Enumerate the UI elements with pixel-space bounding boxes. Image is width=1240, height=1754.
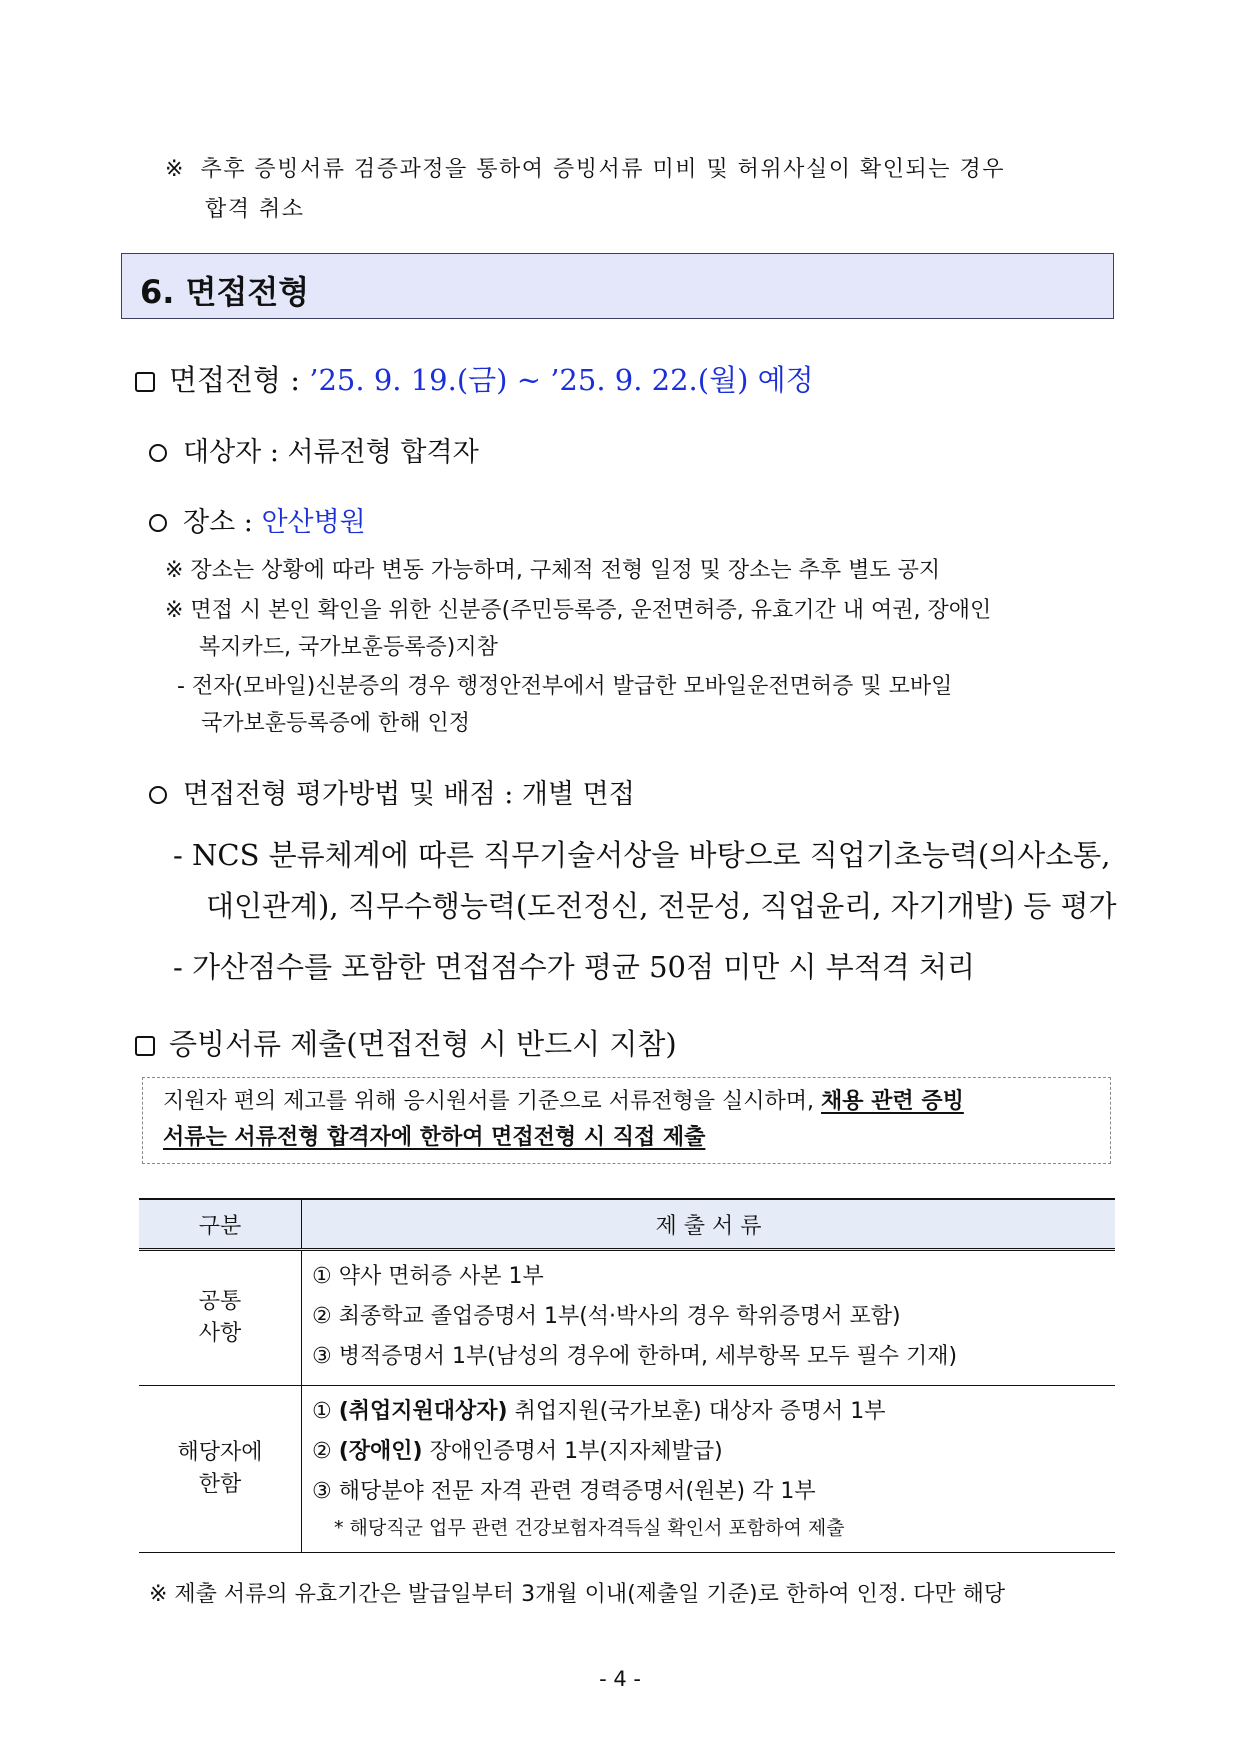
table-category-common [139,1250,302,1386]
documents-note-underlined-1: 채용 관련 증빙 [821,1089,964,1114]
documents-note-text [163,1084,1103,1156]
category-label-line2: 한함 [198,1472,242,1497]
top-note-line1 [165,150,1125,190]
interview-schedule [135,358,814,399]
category-label-line1: 해당자에 [177,1440,263,1465]
method-bullet-1-line2: 대인관계), 직무수행능력(도전정신, 전문성, 직업윤리, 자기개발) 등 평가 [206,889,1117,923]
method-line [149,772,635,811]
list-item: ② 최종학교 졸업증명서 1부(석·박사의 경우 학위증명서 포함) [312,1304,901,1329]
method-bullet-2: - 가산점수를 포함한 면접점수가 평균 50점 미만 시 부적격 처리 [173,950,976,984]
bottom-note: ※ 제출 서류의 유효기간은 발급일부터 3개월 이내(제출일 기준)로 한하여 인정. 다만 해당 [149,1582,1006,1607]
table-header-documents: 제 출 서 류 [302,1199,1116,1250]
section-header [121,253,1114,319]
place-note-3-line1: - 전자(모바일)신분증의 경우 행정안전부에서 발급한 모바일운전면허증 및 모바일 [177,674,953,699]
place-note-1: ※ 장소는 상황에 따라 변동 가능하며, 구체적 전형 일정 및 장소는 추후 별도 공지 [165,558,941,583]
checkbox-square-icon [135,1036,155,1056]
list-item-note: * 해당직군 업무 관련 건강보험자격득실 확인서 포함하여 제출 [334,1517,845,1539]
item-bold-label: (장애인) [338,1439,423,1464]
target-text: 대상자 : 서류전형 합격자 [183,437,479,468]
documents-table [139,1198,1115,1553]
checkbox-square-icon [135,372,155,392]
place-note-2-line1: ※ 면접 시 본인 확인을 위한 신분증(주민등록증, 운전면허증, 유효기간 내 여권, 장애인 [165,598,992,623]
table-items-common [302,1250,1116,1386]
place-note-3-line2: 국가보훈등록증에 한해 인정 [201,711,471,736]
documents-note-plain: 지원자 편의 제고를 위해 응시원서를 기준으로 서류전형을 실시하며, [163,1089,821,1114]
method-bullet-1-line1: - NCS 분류체계에 따른 직무기술서상을 바탕으로 직업기초능력(의사소통, [173,838,1111,872]
item-bold-label: (취업지원대상자) [338,1399,508,1424]
top-note-text: 추후 증빙서류 검증과정을 통하여 증빙서류 미비 및 허위사실이 확인되는 경우 [200,157,1005,182]
documents-heading [135,1022,677,1063]
list-item [312,1392,1115,1432]
table-row [139,1386,1115,1553]
interview-label: 면접전형 : [169,363,310,397]
place-line [149,500,366,539]
interview-dates: ’25. 9. 19.(금) ~ ’25. 9. 22.(월) 예정 [309,363,814,397]
table-header-row [139,1199,1115,1250]
category-label-line2: 사항 [198,1321,242,1346]
table-header-category: 구분 [139,1199,302,1250]
target-line [149,430,479,469]
circle-bullet-icon [149,786,167,804]
table-row [139,1250,1115,1386]
place-value: 안산병원 [261,507,366,538]
table-items-applicable [302,1386,1116,1553]
documents-note-underlined-2: 서류는 서류전형 합격자에 한하여 면접전형 시 직접 제출 [163,1125,706,1150]
item-text: 장애인증명서 1부(지자체발급) [422,1439,723,1464]
method-text: 면접전형 평가방법 및 배점 : 개별 면접 [183,779,635,810]
circle-bullet-icon [149,514,167,532]
place-note-2-line2: 복지카드, 국가보훈등록증)지참 [199,635,498,660]
circle-bullet-icon [149,444,167,462]
table-category-applicable [139,1386,302,1553]
section-title: 6. 면접전형 [140,273,310,311]
list-item: ① 약사 면허증 사본 1부 [312,1264,544,1289]
category-label-line1: 공통 [198,1289,242,1314]
top-note-line2: 합격 취소 [205,197,305,222]
list-item: ③ 병적증명서 1부(남성의 경우에 한하며, 세부항목 모두 필수 기재) [312,1344,958,1369]
list-item [312,1432,1115,1472]
item-number: ① [312,1399,339,1424]
place-label: 장소 : [183,507,262,538]
page-number: - 4 - [599,1667,641,1691]
method-bullets [173,830,1133,993]
reference-mark: ※ [165,157,184,182]
item-text: 취업지원(국가보훈) 대상자 증명서 1부 [507,1399,886,1424]
list-item: ③ 해당분야 전문 자격 관련 경력증명서(원본) 각 1부 [312,1479,816,1504]
top-note [165,150,1125,230]
place-notes [165,552,1125,742]
item-number: ② [312,1439,339,1464]
documents-heading-text: 증빙서류 제출(면접전형 시 반드시 지참) [169,1027,677,1061]
